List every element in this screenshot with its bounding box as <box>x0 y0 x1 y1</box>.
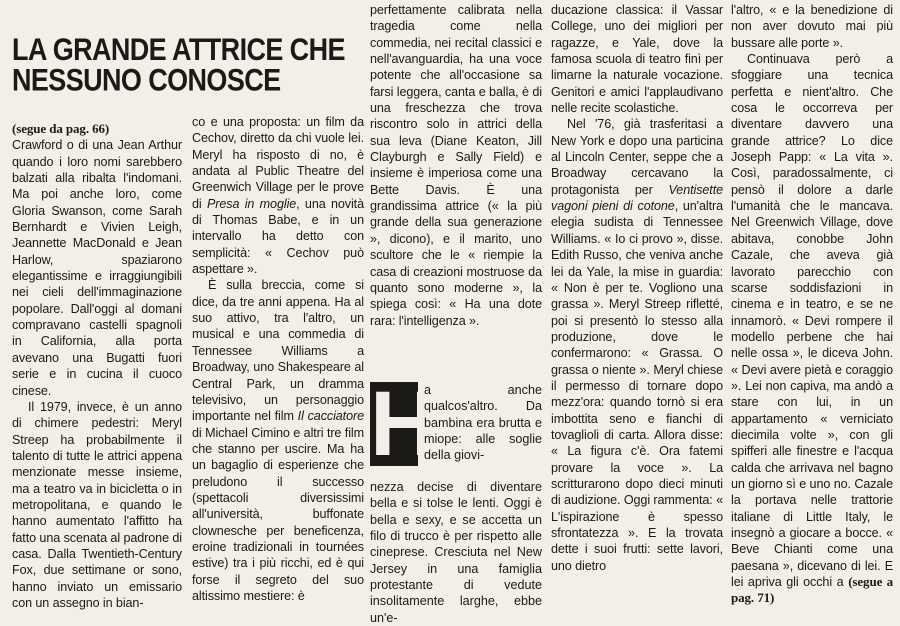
play-title: Ventisette vagoni pieni di cotone <box>551 182 723 214</box>
text-column-2 <box>192 114 364 604</box>
paragraph-beside-dropcap: a anche qualcos'altro. Da bambina era brutta e miope: alle soglie della giovi- <box>424 383 542 463</box>
text-run: Continuava però a sfoggiare una tecnica perfetta e nient'altro. Che cosa le occorreva per diventare davvero una grande attrice? Lo dice Joseph Papp: « La vita ». Così, paradossalmente, ci pensò il dolore a darle l'umanità che le mancava. Nel Greenwich Village, dove abitava, conobbe John Cazale, che aveva già lavorato parecchio con scarse soddisfazioni in cinema e in teatro, e se ne innamorò. « Devi rompere il modello perbene che hai nelle ossa », le diceva John. « Devi avere pietà e coraggio ». Lei non capiva, ma andò a stare con lui, in un appartamento « verniciato diecimila volte », con gli spifferi alle finestre e l'acqua calda che arrivava nel bagno un giorno sì e uno no. Cazale la portava nelle trattorie italiane di Little Italy, le insegnò a giocare a bocce. « Beve Chianti come una paesana », dicevano di lei. E lei apriva gli occhi a <box>731 52 893 590</box>
paragraph <box>551 116 723 574</box>
paragraph: Crawford o di una Jean Arthur quando i loro nomi sarebbero balzati alla ribalta l'indomani. Ma poi anche loro, come Gloria Swanson, come Sarah Bernhardt e Vivien Leigh, Jeannette MacDonald e Jean Harlow, spaziarono elegantissime e irraggiungibili nei cieli dell'immaginazione popolare. Dall'oggi al domani compravano castelli spagnoli in California, alla porta avevano una Bugatti fuori serie e in cucina il cuoco cinese. <box>12 138 182 398</box>
article-headline: LA GRANDE ATTRICE CHE NESSUNO CONOSCE <box>12 31 345 98</box>
text-column-1 <box>12 121 182 611</box>
text-run: È sulla breccia, come si dice, da tre anni appena. Ha al suo attivo, tra l'altro, un musical e una commedia di Tennessee Williams a Broadway, uno Shakespeare al Central Park, un dramma televisivo, un personaggio importante nel film <box>192 278 364 424</box>
text-run: di Michael Cimino e altri tre film che stanno per uscire. Ma ha un bagaglio di esperienze che preludono il successo (spettacoli diversissimi all'università, buffonate clownesche per beneficenza, eroine tradizionali in tournées estive) tra i più ricchi, ed è qui forse il segreto del suo altissimo mestiere: è <box>192 425 364 603</box>
paragraph <box>731 51 893 607</box>
text-run: , una novità di Thomas Babe, e in un intervallo ha detto con semplicità: « Cechov può aspettare ». <box>192 196 364 277</box>
drop-cap: H <box>370 373 437 475</box>
text-run: , un'altra elegia sudista di Tennessee Williams. « Io ci provo », disse. Edith Russo, che veniva anche lei da Yale, la mise in guardia: « Non è per te. Vogliono una grassa ». Meryl Streep rifletté, poi si presentò lo stesso alla produzione, dove le confermarono: « Grassa. O grassa o niente ». Meryl chiese il permesso di tornare dopo mezz'ora: quando tornò si era imbottita seno e fianchi di tovaglioli di carta. Allora disse: « La figura c'è. Ora fatemi provare la voce ». La scritturarono dopo dieci minuti di audizione. Oggi rammenta: « L'ispirazione è spesso sfrontatezza ». E la trovata dette i suoi frutti: sette lavori, uno dietro <box>551 199 724 573</box>
paragraph-under-dropcap: nezza decise di diventare bella e si tolse le lenti. Oggi è bella e sexy, e se accetta un filo di trucco è per rispetto alle cineprese. Cresciuta nel New Jersey in una famiglia protestante di vedute insolitamente larghe, ebbe un'e- <box>370 480 542 625</box>
text-column-3 <box>370 2 542 329</box>
paragraph: Il 1979, invece, è un anno di chimere pedestri: Meryl Streep ha probabilmente il talento di tutte le attrici appena menzionate messe insieme, ma a teatro va in bicicletta o in metropolitana, e quando le hanno aumentato l'affitto ha fatto una scenata al padrone di casa. Dalla Twentieth-Century Fox, due settimane or sono, hanno inviato un emissario con un assegno in bian- <box>12 399 182 610</box>
paragraph <box>192 277 364 604</box>
play-title: Presa in moglie <box>206 196 297 211</box>
continued-from-note: (segue da pag. 66) <box>12 121 110 136</box>
text-column-4 <box>551 2 723 574</box>
text-run: co e una proposta: un film da Cechov, diretto da chi vuole lei. Meryl ha risposto di no, è andata al Public Theatre del Greenwich Village per le prove di <box>192 115 364 211</box>
text-column-5 <box>731 2 893 607</box>
paragraph: ducazione classica: il Vassar College, uno dei migliori per ragazze, e Yale, dove la famosa scuola di teatro finì per limarne la naturale vocazione. Genitori e amici l'applaudivano nelle recite scolastiche. <box>551 3 723 116</box>
text-run: Nel '76, già trasferitasi a New York e dopo una particina al Lincoln Center, seppe che a Broadway cercavano la protagonista per <box>551 117 723 197</box>
paragraph: perfettamente calibrata nella tragedia come nella commedia, nei recital classici e nell'avanguardia, ha una voce potente che all'occasione sa farsi leggera, canta e balla, è di una freschezza che trova riscontro solo in attrici della sua leva (Diane Keaton, Jill Clayburgh e Sally Field) e insieme è imperiosa come una Bette Davis. È una grandissima attrice (« la più grande della sua generazione », dicono), e il marito, uno scultore che le « riempie la casa di creazioni mostruose da quanto sono moderne », la spiega così: « Ha una dote rara: l'intelligenza ». <box>370 3 542 328</box>
continued-to-note: (segue a pag. 71) <box>731 574 894 606</box>
paragraph <box>192 114 364 277</box>
paragraph: l'altro, « e la benedizione di non aver dovuto mai più bussare alle porte ». <box>731 3 893 50</box>
film-title: Il cacciatore <box>297 409 364 424</box>
